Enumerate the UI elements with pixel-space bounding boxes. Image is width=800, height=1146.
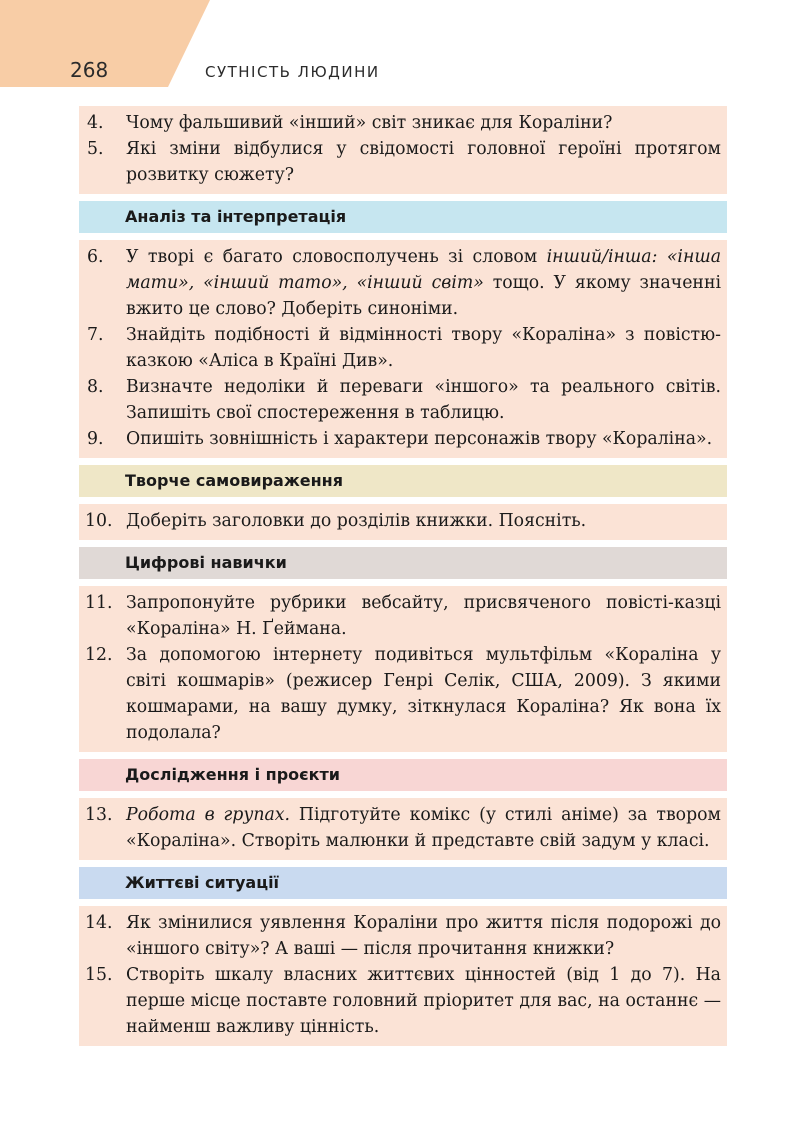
section-header-creative: Творче самовираження <box>79 465 727 497</box>
item-text: У творі є багато словосполучень зі словом інший/інша: «інша мати», «інший тато», «інший світ» тощо. У якому значенні вжито це слово? Доберіть синоніми. <box>126 247 721 319</box>
page-content <box>79 106 727 1053</box>
section-header-analysis: Аналіз та інтерпретація <box>79 201 727 233</box>
item-number: 5. <box>87 139 104 159</box>
list-item <box>79 590 727 642</box>
item-text: За допомогою інтернету подивіться мультфільм «Кораліна у світі кошмарів» (режисер Генрі Селік, США, 2009). З якими кошмарами, на вашу думку, зіткнулася Кораліна? Як вона їх подолала? <box>126 645 721 743</box>
list-item <box>79 322 727 374</box>
questions-block-life <box>79 906 727 1046</box>
item-text: Доберіть заголовки до розділів книжки. Поясніть. <box>126 511 587 531</box>
item-number: 11. <box>85 593 113 613</box>
item-text: Робота в групах. Підготуйте комікс (у стилі аніме) за твором «Кораліна». Створіть малюнки й представте свій задум у класі. <box>126 805 721 851</box>
section-header-research: Дослідження і проєкти <box>79 759 727 791</box>
list-item <box>79 110 727 136</box>
list-item <box>79 426 727 452</box>
item-number: 4. <box>87 113 104 133</box>
item-number: 12. <box>85 645 113 665</box>
list-item <box>79 910 727 962</box>
item-text: Створіть шкалу власних життєвих цінностей (від 1 до 7). На перше місце поставте головний пріоритет для вас, на останнє — найменш важливу цінність. <box>126 965 721 1037</box>
item-number: 9. <box>87 429 104 449</box>
italic-phrase: інший/інша: «інша мати», «інший тато», «інший світ» <box>126 247 721 293</box>
item-text: Опишіть зовнішність і характери персонажів твору «Кораліна». <box>126 429 713 449</box>
item-number: 10. <box>85 511 113 531</box>
list-item <box>79 136 727 188</box>
list-item <box>79 508 727 534</box>
item-text: Чому фальшивий «інший» світ зникає для Кораліни? <box>126 113 613 133</box>
list-item <box>79 642 727 746</box>
item-text: Визначте недоліки й переваги «іншого» та реального світів. Запишіть свої спостереження в таблицю. <box>126 377 721 423</box>
item-number: 13. <box>85 805 113 825</box>
questions-block-intro <box>79 106 727 194</box>
item-text: Запропонуйте рубрики вебсайту, присвяченого повісті-казці «Кораліна» Н. Ґеймана. <box>126 593 721 639</box>
item-text: Знайдіть подібності й відмінності твору «Кораліна» з повістю-казкою «Аліса в Країні Див». <box>126 325 721 371</box>
italic-phrase: Робота в групах. <box>126 805 291 825</box>
item-number: 15. <box>85 965 113 985</box>
section-header-digital: Цифрові навички <box>79 547 727 579</box>
questions-block-analysis <box>79 240 727 458</box>
item-text: Які зміни відбулися у свідомості головної героїні протягом розвитку сюжету? <box>126 139 721 185</box>
questions-block-research <box>79 798 727 860</box>
list-item <box>79 962 727 1040</box>
item-text: Як змінилися уявлення Кораліни про життя після подорожі до «іншого світу»? А ваші — після прочитання книжки? <box>126 913 721 959</box>
item-number: 6. <box>87 247 104 267</box>
item-number: 14. <box>85 913 113 933</box>
section-header-life: Життєві ситуації <box>79 867 727 899</box>
page-number: 268 <box>70 58 109 82</box>
questions-block-creative <box>79 504 727 540</box>
questions-block-digital <box>79 586 727 752</box>
item-number: 7. <box>87 325 104 345</box>
item-number: 8. <box>87 377 104 397</box>
list-item <box>79 374 727 426</box>
list-item <box>79 802 727 854</box>
chapter-title: СУТНІСТЬ ЛЮДИНИ <box>205 63 380 81</box>
list-item <box>79 244 727 322</box>
